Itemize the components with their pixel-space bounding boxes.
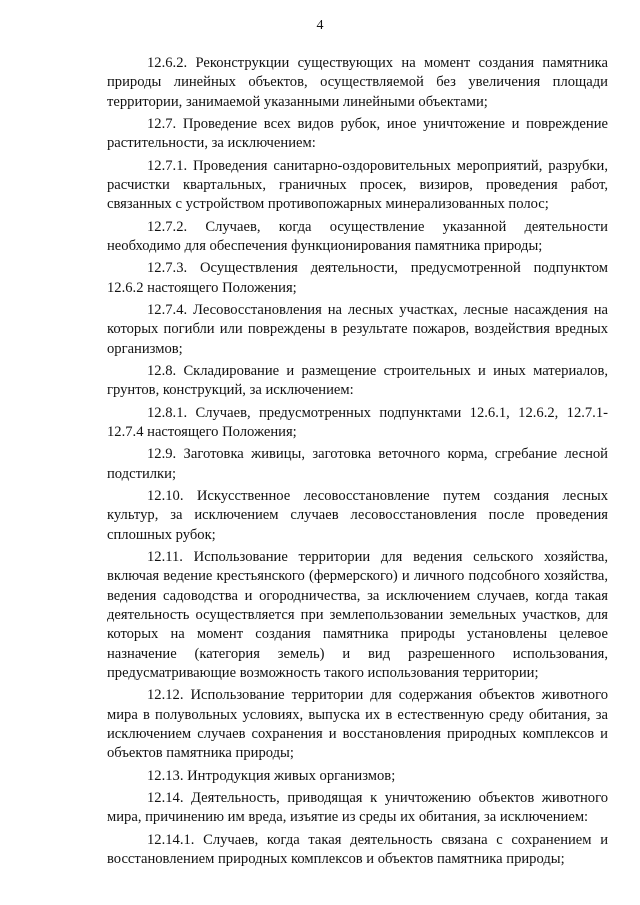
paragraph-12-12: 12.12. Использование территории для содержания объектов животного мира в полувольных условиях, выпуска их в естественную среду обитания, за исключением случаев сохранения и восстановления природных комплексов и объектов памятника природы;	[107, 687, 608, 762]
paragraph-12-9: 12.9. Заготовка живицы, заготовка веточного корма, сгребание лесной подстилки;	[107, 446, 608, 482]
page-number: 4	[316, 18, 324, 33]
paragraph-12-7: 12.7. Проведение всех видов рубок, иное уничтожение и повреждение растительности, за исключением:	[107, 115, 608, 152]
document-body	[107, 54, 608, 872]
paragraph-12-10: 12.10. Искусственное лесовосстановление путем создания лесных культур, за исключением случаев лесовосстановления после проведения сплошных рубок;	[107, 488, 608, 543]
paragraph-12-7-1: 12.7.1. Проведения санитарно-оздоровительных мероприятий, разрубки, расчистки квартальных, граничных просек, визиров, проведения работ, связанных с устройством противопожарных минерализованных полос;	[107, 157, 608, 213]
paragraph-12-7-3: 12.7.3. Осуществления деятельности, предусмотренной подпунктом 12.6.2 настоящего Положения;	[107, 260, 608, 296]
paragraph-12-7-2: 12.7.2. Случаев, когда осуществление указанной деятельности необходимо для обеспечения функционирования памятника природы;	[107, 218, 608, 254]
paragraph-12-13: 12.13. Интродукция живых организмов;	[147, 767, 396, 784]
paragraph-12-7-4: 12.7.4. Лесовосстановления на лесных участках, лесные насаждения на которых погибли или повреждены в результате пожаров, воздействия вредных организмов;	[107, 302, 608, 357]
paragraph-12-8-1: 12.8.1. Случаев, предусмотренных подпунктами 12.6.1, 12.6.2, 12.7.1-12.7.4 настоящего Положения;	[107, 404, 608, 440]
paragraph-12-8: 12.8. Складирование и размещение строительных и иных материалов, грунтов, конструкций, за исключением:	[107, 363, 608, 399]
paragraph-12-11: 12.11. Использование территории для ведения сельского хозяйства, включая ведение крестьянского (фермерского) и личного подсобного хозяйства, ведения садоводства и огородничества, за исключением случаев, когда такая деятельность осуществляется при землепользовании земельных участков, для которых на момент создания памятника природы установлены целевое назначение (категория земель) и вид разрешенного использования, предусматривающие возможность такого использования территории;	[107, 549, 608, 681]
paragraph-12-14-1: 12.14.1. Случаев, когда такая деятельность связана с сохранением и восстановлением природных комплексов и объектов памятника природы;	[107, 831, 608, 867]
paragraph-12-14: 12.14. Деятельность, приводящая к уничтожению объектов животного мира, причинению им вреда, изъятие из среды их обитания, за исключением:	[107, 789, 608, 826]
paragraph-12-6-2: 12.6.2. Реконструкции существующих на момент создания памятника природы линейных объектов, осуществляемой без увеличения площади территории, занимаемой указанными линейными объектами;	[107, 55, 608, 110]
